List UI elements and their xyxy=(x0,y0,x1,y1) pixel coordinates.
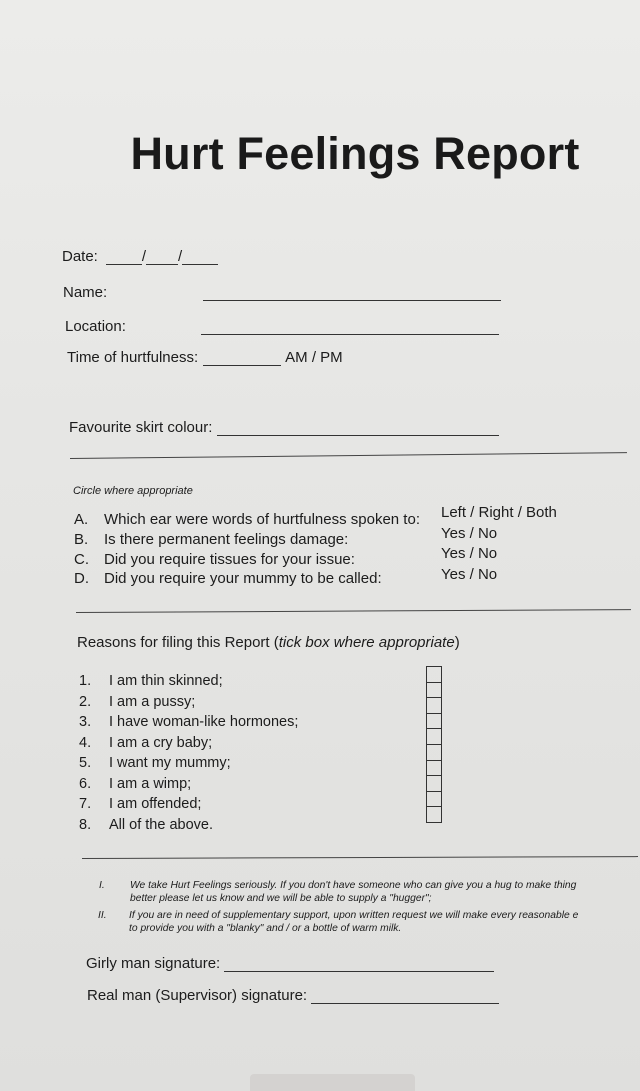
date-day-line[interactable] xyxy=(106,251,142,265)
date-month-line[interactable] xyxy=(146,251,178,265)
time-label: Time of hurtfulness: xyxy=(67,349,199,366)
date-label: Date: xyxy=(62,248,98,265)
reason-item: 6. I am a wimp; xyxy=(79,776,192,792)
reason-item: 1. I am thin skinned; xyxy=(79,673,223,689)
tick-box[interactable] xyxy=(426,713,442,729)
girly-signature-field xyxy=(86,955,494,972)
circle-instruction: Circle where appropriate xyxy=(73,485,193,497)
date-field xyxy=(62,248,218,265)
name-line[interactable] xyxy=(203,287,501,301)
reason-item: 5. I want my mummy; xyxy=(79,755,231,771)
reason-item: 4. I am a cry baby; xyxy=(79,735,213,751)
reason-item: 2. I am a pussy; xyxy=(79,694,196,710)
tick-box[interactable] xyxy=(426,760,442,776)
am-pm-option[interactable]: AM / PM xyxy=(285,349,343,366)
tick-box[interactable] xyxy=(426,697,442,713)
paper-tab xyxy=(250,1074,415,1091)
skirt-colour-field xyxy=(69,419,499,436)
reason-item: 8. All of the above. xyxy=(79,817,213,833)
tick-box[interactable] xyxy=(426,744,442,760)
section-divider xyxy=(70,452,627,459)
supervisor-signature-line[interactable] xyxy=(311,990,499,1004)
date-year-line[interactable] xyxy=(182,251,218,265)
skirt-colour-line[interactable] xyxy=(217,422,499,436)
skirt-colour-label: Favourite skirt colour: xyxy=(69,419,213,436)
tick-box[interactable] xyxy=(426,682,442,698)
name-label: Name: xyxy=(63,284,108,301)
girly-signature-line[interactable] xyxy=(224,958,494,972)
location-field xyxy=(65,318,499,335)
date-separator: / xyxy=(141,248,147,265)
note-one: I. We take Hurt Feelings seriously. If you don't have someone who can give you a hug to make thing better please let us know and we will be able to supply a "hugger"; xyxy=(99,880,577,904)
question-b: B. Is there permanent feelings damage: xyxy=(74,531,349,548)
note-two: II. If you are in need of supplementary support, upon written request we will make every reasonable e to provide you with a "blanky" and / or a bottle of warm milk. xyxy=(98,910,579,934)
report-title: Hurt Feelings Report xyxy=(130,128,580,179)
section-divider xyxy=(82,856,638,859)
date-separator: / xyxy=(178,248,183,265)
reasons-title: Reasons for filing this Report (tick box where appropriate) xyxy=(77,634,460,651)
answer-a[interactable]: Left / Right / Both xyxy=(441,504,557,521)
question-d: D. Did you require your mummy to be called: xyxy=(74,570,382,587)
question-c: C. Did you require tissues for your issue: xyxy=(74,551,355,568)
question-a: A. Which ear were words of hurtfulness spoken to: xyxy=(74,511,420,528)
name-field xyxy=(63,284,501,301)
time-line[interactable] xyxy=(203,352,281,366)
tick-box[interactable] xyxy=(426,806,442,823)
section-divider xyxy=(76,609,631,613)
tick-box[interactable] xyxy=(426,775,442,791)
reason-item: 7. I am offended; xyxy=(79,796,202,812)
tick-box-column xyxy=(426,666,442,823)
location-label: Location: xyxy=(65,318,126,335)
time-field xyxy=(67,349,343,366)
answer-d[interactable]: Yes / No xyxy=(441,566,498,583)
supervisor-signature-label: Real man (Supervisor) signature: xyxy=(87,987,308,1004)
tick-box[interactable] xyxy=(426,728,442,744)
tick-box[interactable] xyxy=(426,666,442,682)
girly-signature-label: Girly man signature: xyxy=(86,955,221,972)
tick-box[interactable] xyxy=(426,791,442,807)
location-line[interactable] xyxy=(201,321,499,335)
answer-b[interactable]: Yes / No xyxy=(441,525,498,542)
answer-c[interactable]: Yes / No xyxy=(441,545,498,562)
reason-item: 3. I have woman-like hormones; xyxy=(79,714,299,730)
supervisor-signature-field xyxy=(87,987,499,1004)
